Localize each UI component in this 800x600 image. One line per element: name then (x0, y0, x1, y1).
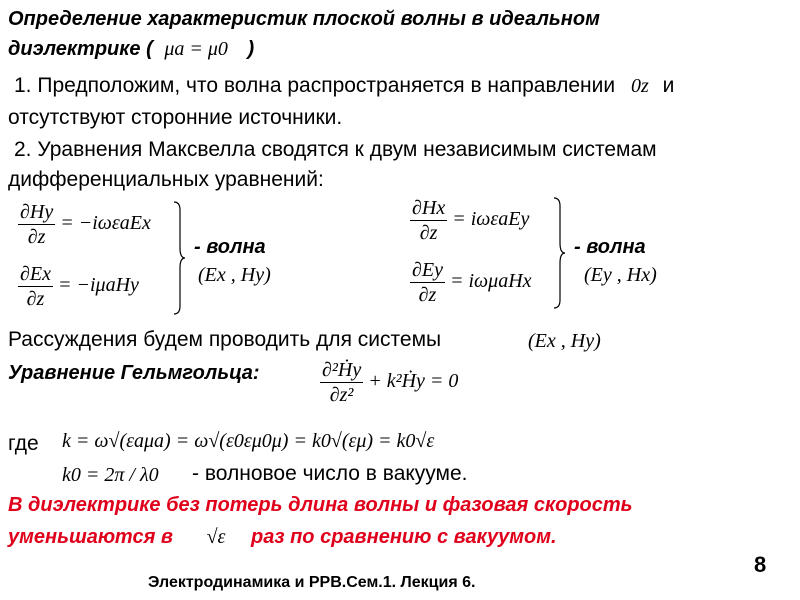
heading-line1: Определение характеристик плоской волны в идеальном (8, 8, 600, 30)
k0-description: - волновое число в вакууме. (192, 462, 468, 485)
conclusion-line1: В диэлектрике без потерь длина волны и фазовая скорость (8, 494, 633, 516)
k-formula: k = ω√(εaμa) = ω√(ε0εμ0μ) = k0√(εμ) = k0√ε (62, 430, 435, 452)
left-system-brace (172, 200, 186, 316)
left-wave-label: - волна (194, 236, 266, 258)
conclusion-sqrt-eps: √ε (206, 526, 226, 548)
helmholtz-equation (320, 358, 458, 407)
left-eq2 (18, 262, 139, 311)
item2-line1: 2. Уравнения Максвелла сводятся к двум независимым системам (14, 138, 657, 161)
footer: Электродинамика и РРВ.Сем.1. Лекция 6. (148, 574, 476, 591)
left-eq1 (18, 200, 151, 249)
right-eq1-den: ∂z (419, 222, 438, 244)
conclusion-line2-start: уменьшаются в (8, 526, 173, 548)
right-eq1-num: ∂Hx (412, 197, 446, 219)
right-eq2-den: ∂z (418, 284, 437, 306)
item1-axis: 0z (630, 75, 649, 97)
left-eq1-rhs: = −iωεaEx (60, 212, 151, 235)
item1-text: 1. Предположим, что волна распространяется в направлении (14, 74, 616, 97)
page-number: 8 (754, 552, 767, 577)
item1-line1 (14, 74, 674, 98)
item1-end: и (662, 74, 675, 97)
helmholtz-rest: + k²Ḣy = 0 (368, 370, 459, 393)
conclusion-line2 (8, 526, 557, 549)
right-eq2-num: ∂Ey (412, 259, 443, 281)
left-eq2-den: ∂z (26, 288, 45, 310)
conclusion-line2-end: раз по сравнению с вакуумом. (250, 526, 557, 548)
heading-line2-close: ) (247, 38, 255, 60)
left-eq1-num: ∂Hy (20, 201, 54, 223)
heading-line2-text: диэлектрике ( (8, 38, 153, 60)
left-wave-pair: (Ex , Hy) (198, 264, 271, 286)
right-eq2 (410, 258, 532, 307)
reasoning-text: Рассуждения будем проводить для системы (8, 328, 442, 351)
item2-line2: дифференциальных уравнений: (8, 168, 324, 191)
helmholtz-num: ∂²Ḣy (322, 359, 362, 381)
helmholtz-label: Уравнение Гельмгольца: (8, 362, 260, 384)
item1-line2: отсутствуют сторонние источники. (8, 106, 343, 129)
right-wave-pair: (Ey , Hx) (584, 264, 657, 286)
k0-formula: k0 = 2π / λ0 (62, 464, 159, 486)
heading-condition: μa = μ0 (164, 38, 228, 60)
right-system-brace (552, 196, 566, 310)
helmholtz-den: ∂z² (329, 384, 354, 406)
right-eq2-rhs: = iωμaHx (449, 270, 532, 293)
right-eq1-rhs: = iωεaEy (452, 208, 530, 231)
reasoning-pair: (Ex , Hy) (528, 330, 601, 352)
left-eq1-den: ∂z (27, 226, 46, 248)
heading-line2 (8, 38, 254, 61)
where-label: где (8, 432, 39, 455)
left-eq2-rhs: = −iμaHy (57, 274, 139, 297)
right-eq1 (410, 196, 529, 245)
right-wave-label: - волна (574, 236, 646, 258)
left-eq2-num: ∂Ex (20, 263, 51, 285)
